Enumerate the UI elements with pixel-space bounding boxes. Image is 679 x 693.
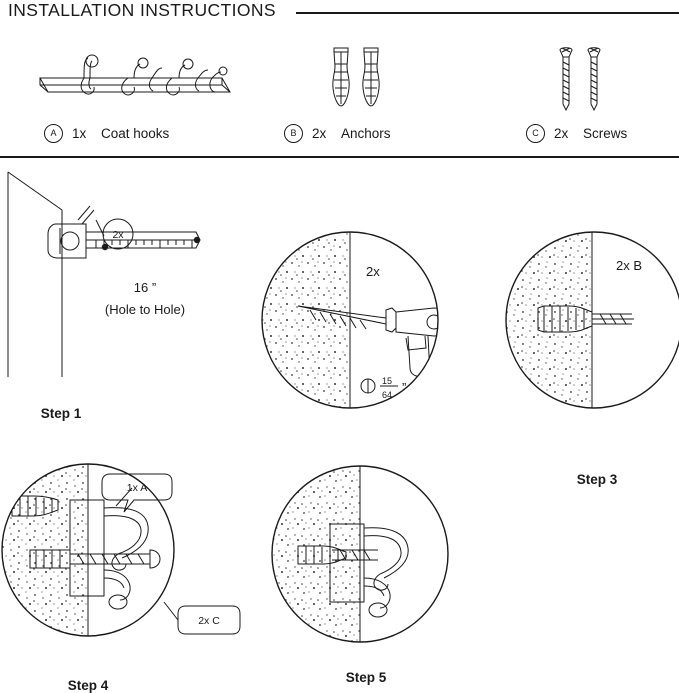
step-5-caption: Step 5 [345,670,387,685]
wall-anchor-icon [268,26,448,118]
step1-measurement: 16 ” [133,280,157,295]
part-letter-badge-b: B [284,124,303,143]
step-4 [0,430,250,693]
part-qty-c: 2x [554,125,569,141]
part-name-b: Anchors [341,125,391,141]
step-1 [0,162,260,427]
step2-bit-fraction-bottom: 64 [382,390,393,400]
step4-callout-bottom: 2x C [198,615,220,627]
page-title: INSTALLATION INSTRUCTIONS [8,0,276,20]
steps-section [0,162,679,693]
tape-measure-icon [0,162,260,392]
step-1-caption: Step 1 [40,406,82,421]
step-4-caption: Step 4 [67,678,109,693]
power-drill-icon [258,228,458,413]
part-item-c [500,26,670,156]
part-item-b [268,26,448,156]
step2-bit-unit: ” [402,380,407,395]
part-letter-badge-c: C [526,124,545,143]
part-qty-a: 1x [72,125,87,141]
part-qty-b: 2x [312,125,327,141]
part-name-a: Coat hooks [101,125,170,141]
section-divider [0,156,679,158]
title-divider [296,12,679,14]
part-name-c: Screws [583,125,628,141]
parts-list [0,26,679,156]
step1-callout: 2x [112,229,124,241]
part-label-a [22,118,294,148]
coat-hook-rail-icon [22,26,272,118]
step-2 [258,228,458,428]
screw-icon [500,26,670,118]
part-item-a [22,26,272,156]
step2-callout: 2x [366,264,380,279]
step-3-caption: Step 3 [576,472,618,487]
mount-hook-with-screw-icon [0,430,250,660]
step-5 [268,462,468,692]
part-letter-badge-a: A [44,124,63,143]
step1-note: (Hole to Hole) [104,302,186,317]
step-3 [504,228,679,487]
step3-callout: 2x B [616,258,643,273]
title-row [0,0,679,26]
mounted-hook-icon [268,462,468,652]
step4-callout-top: 1x A [126,482,148,494]
part-label-c [500,118,679,148]
anchor-into-wall-icon [504,228,679,413]
step2-bit-fraction-top: 15 [382,376,393,386]
part-label-b [268,118,464,148]
